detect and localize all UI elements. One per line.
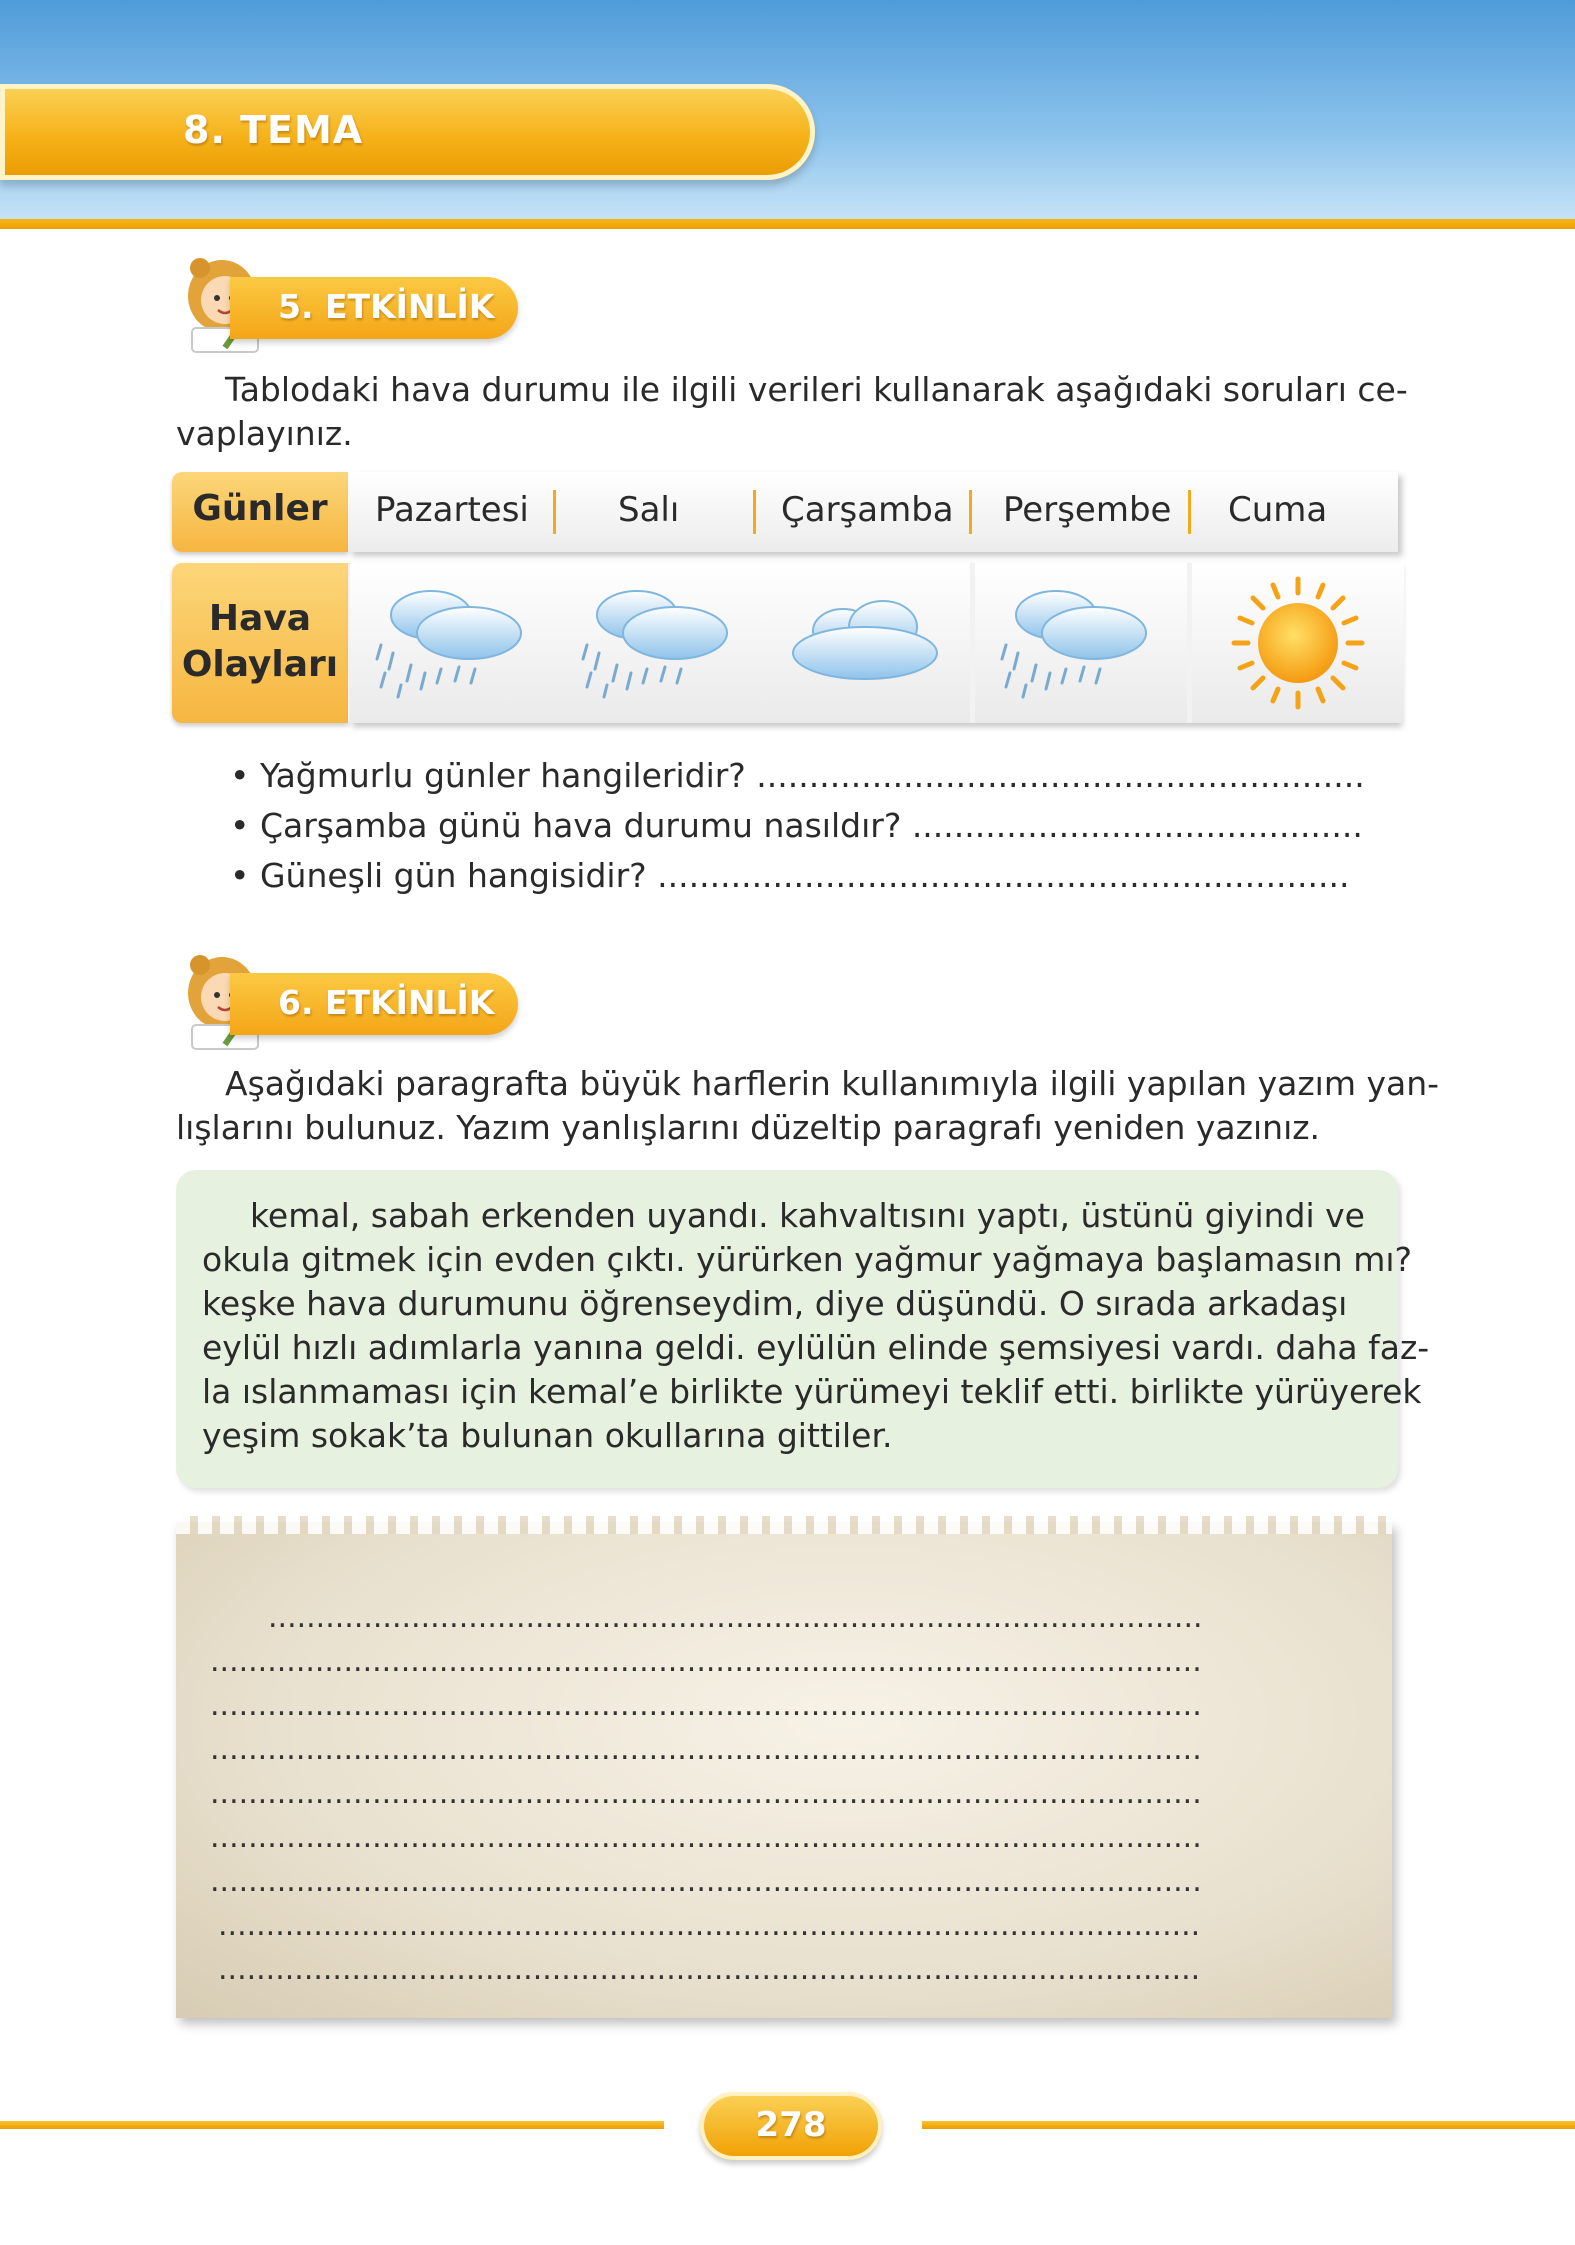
cloud-icon: [779, 573, 949, 713]
rain-cloud-icon: [577, 573, 747, 713]
answer-line[interactable]: .......................................................................................................: [218, 1908, 1201, 1943]
paragraph-line: la ıslanmaması için kemal’e birlikte yürümeyi teklif etti. birlikte yürüyerek: [202, 1372, 1422, 1411]
activity-6-instruction-line-1: Aşağıdaki paragrafta büyük harflerin kullanımıyla ilgili yapılan yazım yan-: [225, 1064, 1440, 1103]
weather-label: [172, 596, 348, 688]
footer-line-left: [0, 2121, 664, 2129]
paragraph-line: yeşim sokak’ta bulunan okullarına gittiler.: [202, 1416, 893, 1455]
day-separator: [553, 490, 556, 534]
header-divider: [0, 219, 1575, 229]
answer-line[interactable]: ........................................................................................................: [210, 1864, 1202, 1899]
question-rainy-days: • Yağmurlu günler hangileridir? ..........................................................: [230, 756, 1365, 795]
answer-line[interactable]: ..................................................................................................: [268, 1600, 1203, 1635]
weather-cell-tuesday: [556, 563, 768, 723]
weather-cell-friday: [1192, 563, 1404, 723]
theme-title: 8. TEMA: [183, 108, 364, 152]
sun-icon: [1213, 573, 1383, 713]
theme-banner: [0, 84, 815, 180]
weather-cell-thursday: [975, 563, 1187, 723]
paragraph-line: okula gitmek için evden çıktı. yürürken yağmur yağmaya başlamasın mı?: [202, 1240, 1413, 1279]
rain-cloud-icon: [371, 573, 541, 713]
answer-line[interactable]: ........................................................................................................: [210, 1820, 1202, 1855]
days-label: Günler: [192, 488, 328, 529]
paragraph-line: eylül hızlı adımlarla yanına geldi. eylülün elinde şemsiyesi vardı. daha faz-: [202, 1328, 1430, 1367]
day-monday: Pazartesi: [375, 490, 529, 530]
weather-label-line-2: Olayları: [181, 644, 339, 685]
activity-5-title: 5. ETKİNLİK: [278, 287, 495, 326]
answer-line[interactable]: ........................................................................................................: [210, 1688, 1202, 1723]
activity-6-instruction-line-2: lışlarını bulunuz. Yazım yanlışlarını düzeltip paragrafı yeniden yazınız.: [176, 1108, 1321, 1147]
question-sunny-day: • Güneşli gün hangisidir? ..................................................................: [230, 856, 1350, 895]
paragraph-line: keşke hava durumunu öğrenseydim, diye düşündü. O sırada arkadaşı: [202, 1284, 1348, 1323]
day-separator: [1188, 490, 1191, 534]
paragraph-line: kemal, sabah erkenden uyandı. kahvaltısını yaptı, üstünü giyindi ve: [250, 1196, 1365, 1235]
day-separator: [969, 490, 972, 534]
weather-cell-monday: [350, 563, 562, 723]
page-number: 278: [755, 2105, 827, 2145]
day-tuesday: Salı: [618, 490, 680, 530]
activity-5-instruction-line-1: Tablodaki hava durumu ile ilgili verileri kullanarak aşağıdaki soruları ce-: [225, 370, 1408, 409]
rain-cloud-icon: [996, 573, 1166, 713]
answer-line[interactable]: .......................................................................................................: [218, 1952, 1201, 1987]
paper-torn-edge: [176, 1516, 1392, 1534]
day-thursday: Perşembe: [1003, 490, 1172, 530]
activity-5-instruction-line-2: vaplayınız.: [176, 414, 353, 453]
weather-cell-wednesday: [758, 563, 970, 723]
answer-paper: [176, 1522, 1392, 2018]
answer-line[interactable]: ........................................................................................................: [210, 1776, 1202, 1811]
footer-line-right: [922, 2121, 1575, 2129]
day-wednesday: Çarşamba: [781, 490, 954, 530]
day-friday: Cuma: [1228, 490, 1328, 530]
answer-line[interactable]: ........................................................................................................: [210, 1644, 1202, 1679]
weather-label-line-1: Hava: [208, 598, 312, 639]
answer-line[interactable]: ........................................................................................................: [210, 1732, 1202, 1767]
day-separator: [753, 490, 756, 534]
activity-6-title: 6. ETKİNLİK: [278, 983, 495, 1022]
question-wednesday-weather: • Çarşamba günü hava durumu nasıldır? ...........................................: [230, 806, 1363, 845]
